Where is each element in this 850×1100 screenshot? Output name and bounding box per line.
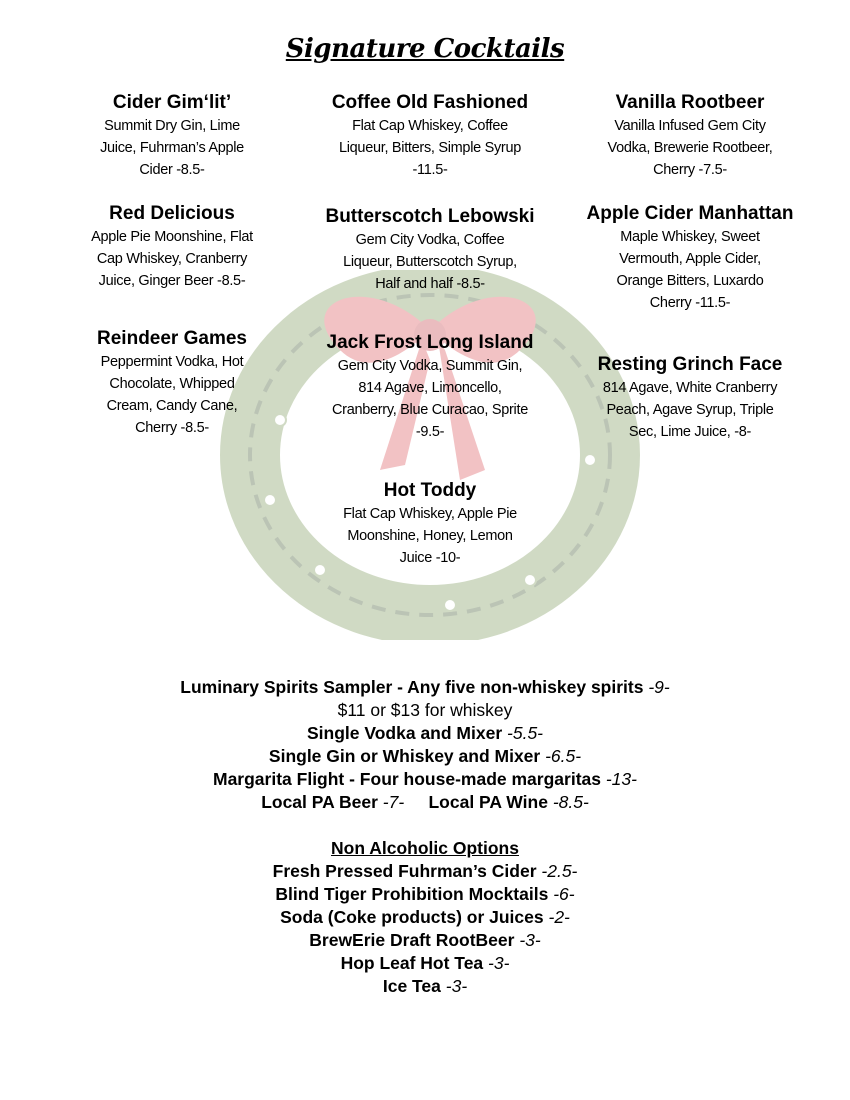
- description-line: Sec, Lime Juice, -8-: [628, 424, 752, 440]
- page-title: Signature Cocktails: [285, 34, 565, 64]
- cocktail-item: [300, 204, 560, 295]
- item-name: Local PA Wine: [428, 792, 548, 812]
- margarita-flight: [0, 768, 850, 791]
- cocktail-item: [42, 201, 302, 292]
- description-line: Vermouth, Apple Cider,: [619, 251, 761, 267]
- cocktail-description: [300, 115, 560, 181]
- cocktail-description: [560, 115, 820, 181]
- item-name: Single Gin or Whiskey and Mixer: [268, 746, 541, 766]
- cocktail-name: Coffee Old Fashioned: [331, 92, 529, 113]
- description-line: Vodka, Brewerie Rootbeer,: [607, 140, 773, 156]
- description-line: Moonshine, Honey, Lemon: [347, 528, 513, 544]
- item-name: Hop Leaf Hot Tea: [340, 953, 484, 973]
- description-line: Juice, Ginger Beer -8.5-: [98, 273, 246, 289]
- description-line: 814 Agave, Limoncello,: [358, 380, 502, 396]
- item-price: -3-: [488, 953, 510, 973]
- cocktail-name: Butterscotch Lebowski: [325, 206, 535, 227]
- description-line: Chocolate, Whipped: [109, 376, 235, 392]
- cocktail-description: [300, 503, 560, 569]
- item-name: Blind Tiger Prohibition Mocktails: [275, 884, 549, 904]
- item-price: -8.5-: [552, 792, 589, 812]
- item-name: Margarita Flight - Four house-made margaritas: [213, 769, 601, 789]
- description-line: Flat Cap Whiskey, Coffee: [352, 118, 508, 134]
- item-price: -13-: [605, 769, 637, 789]
- cocktail-name: Apple Cider Manhattan: [586, 203, 794, 224]
- non-alcoholic-item: [0, 952, 850, 975]
- cocktail-description: [580, 226, 800, 314]
- item-price: -6.5-: [545, 746, 582, 766]
- description-line: Gem City Vodka, Coffee: [355, 232, 505, 248]
- item-name: Fresh Pressed Fuhrman’s Cider: [272, 861, 537, 881]
- description-line: Liqueur, Butterscotch Syrup,: [343, 254, 517, 270]
- cocktail-name: Resting Grinch Face: [597, 354, 783, 375]
- item-price: -3-: [445, 976, 468, 996]
- item-price: -2-: [548, 907, 570, 927]
- description-line: Summit Dry Gin, Lime: [104, 118, 240, 134]
- description-line: Cherry -11.5-: [649, 295, 731, 311]
- non-alcoholic-item: [0, 860, 850, 883]
- description-line: Peach, Agave Syrup, Triple: [606, 402, 774, 418]
- cocktail-name: Cider Gim‘lit’: [112, 92, 232, 113]
- description-line: Peppermint Vodka, Hot: [100, 354, 244, 370]
- item-price: -9-: [648, 677, 670, 697]
- cocktail-description: [42, 115, 302, 181]
- description-line: Cap Whiskey, Cranberry: [96, 251, 248, 267]
- item-price: -5.5-: [507, 723, 543, 743]
- description-line: Cream, Candy Cane,: [106, 398, 238, 414]
- cocktail-item: [42, 326, 302, 439]
- description-line: 814 Agave, White Cranberry: [602, 380, 778, 396]
- cocktail-description: [300, 355, 560, 443]
- cocktail-item: [300, 330, 560, 443]
- cocktail-item: [300, 478, 560, 569]
- non-alcoholic-item: [0, 929, 850, 952]
- description-line: -9.5-: [415, 424, 445, 440]
- item-name: BrewErie Draft RootBeer: [309, 930, 515, 950]
- cocktail-name: Hot Toddy: [383, 480, 477, 501]
- cocktail-item: [580, 201, 800, 314]
- item-price: -3-: [519, 930, 541, 950]
- description-line: Juice -10-: [399, 550, 461, 566]
- cocktail-name: Reindeer Games: [97, 328, 247, 349]
- cocktail-name: Jack Frost Long Island: [326, 332, 534, 353]
- description-line: Half and half -8.5-: [375, 276, 485, 292]
- item-price: -2.5-: [541, 861, 578, 881]
- non-alcoholic-item: [0, 883, 850, 906]
- item-name: Local PA Beer: [261, 792, 378, 812]
- item-name: Soda (Coke products) or Juices: [280, 907, 544, 927]
- item-name: Luminary Spirits Sampler - Any five non-whiskey spirits: [180, 677, 644, 697]
- cocktail-item: [300, 90, 560, 181]
- cocktail-description: [300, 229, 560, 295]
- description-line: Gem City Vodka, Summit Gin,: [337, 358, 523, 374]
- non-alcoholic-item: [0, 906, 850, 929]
- item-name: Single Vodka and Mixer: [307, 723, 503, 743]
- item-price: -6-: [553, 884, 575, 904]
- description-line: Flat Cap Whiskey, Apple Pie: [343, 506, 517, 522]
- local-beer-wine: [0, 791, 850, 814]
- description-line: Apple Pie Moonshine, Flat: [91, 229, 253, 245]
- description-line: Cider -8.5-: [139, 162, 205, 178]
- drinks-list: [0, 676, 850, 998]
- description-line: Cherry -7.5-: [653, 162, 727, 178]
- description-line: Liqueur, Bitters, Simple Syrup: [338, 140, 521, 156]
- cocktail-item: [42, 90, 302, 181]
- cocktail-description: [42, 351, 302, 439]
- sampler-note: $11 or $13 for whiskey: [337, 700, 513, 720]
- description-line: Maple Whiskey, Sweet: [620, 229, 760, 245]
- non-alcoholic-item: [0, 975, 850, 998]
- cocktail-name: Vanilla Rootbeer: [615, 92, 765, 113]
- single-gin-whiskey: [0, 745, 850, 768]
- single-vodka: [0, 722, 850, 745]
- description-line: Vanilla Infused Gem City: [614, 118, 766, 134]
- non-alcoholic-heading: Non Alcoholic Options: [331, 838, 519, 858]
- item-name: Ice Tea: [382, 976, 441, 996]
- item-price: -7-: [382, 792, 405, 812]
- spirits-sampler: [0, 676, 850, 699]
- description-line: Cherry -8.5-: [135, 420, 209, 436]
- description-line: Orange Bitters, Luxardo: [616, 273, 764, 289]
- cocktail-name: Red Delicious: [109, 203, 235, 224]
- description-line: Juice, Fuhrman’s Apple: [100, 140, 244, 156]
- description-line: Cranberry, Blue Curacao, Sprite: [332, 402, 528, 418]
- description-line: -11.5-: [412, 162, 448, 178]
- cocktail-item: [560, 90, 820, 181]
- cocktail-item: [560, 352, 820, 443]
- cocktail-description: [42, 226, 302, 292]
- cocktail-description: [560, 377, 820, 443]
